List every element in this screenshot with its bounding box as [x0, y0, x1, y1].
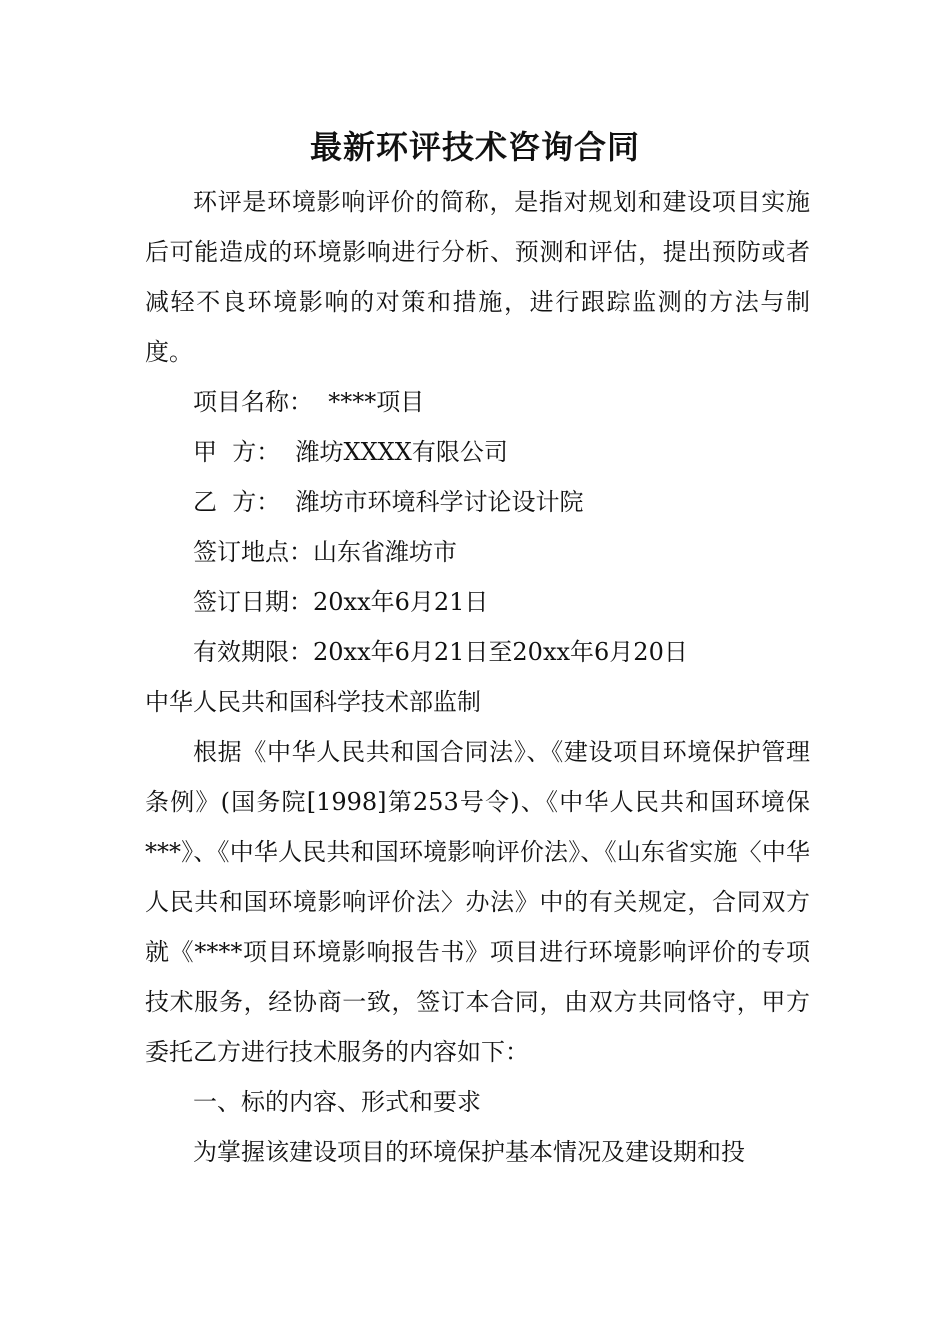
signing-place-line: 签订地点：山东省潍坊市	[193, 538, 457, 566]
party-a-line: 甲 方： 潍坊XXXX有限公司	[193, 438, 508, 466]
validity-period-line: 有效期限：20xx年6月21日至20xx年6月20日	[193, 638, 688, 666]
party-b-line: 乙 方： 潍坊市环境科学讨论设计院	[193, 488, 584, 516]
document-body	[145, 177, 810, 1177]
section-heading: 一、标的内容、形式和要求	[193, 1088, 481, 1116]
supervisor-line: 中华人民共和国科学技术部监制	[145, 688, 481, 716]
document-title: 最新环评技术咨询合同	[309, 128, 640, 166]
signing-date-line: 签订日期：20xx年6月21日	[193, 588, 489, 616]
project-name-line: 项目名称： ****项目	[193, 388, 425, 416]
intro-paragraph: 环评是环境影响评价的简称，是指对规划和建设项目实施后可能造成的环境影响进行分析、预测和评估，提出预防或者减轻不良环境影响的对策和措施，进行跟踪监测的方法与制度。	[145, 188, 810, 366]
section-body-paragraph: 为掌握该建设项目的环境保护基本情况及建设期和投	[193, 1138, 745, 1166]
legal-basis-paragraph: 根据《中华人民共和国合同法》、《建设项目环境保护管理条例》(国务院[1998]第253号令)、《中华人民共和国环境保***》、《中华人民共和国环境影响评价法》、《山东省实施〈中华人民共和国环境影响评价法〉办法》中的有关规定，合同双方就《****项目环境影响报告书》项目进行环境影响评价的专项技术服务，经协商一致，签订本合同，由双方共同恪守，甲方委托乙方进行技术服务的内容如下：	[145, 738, 810, 1066]
